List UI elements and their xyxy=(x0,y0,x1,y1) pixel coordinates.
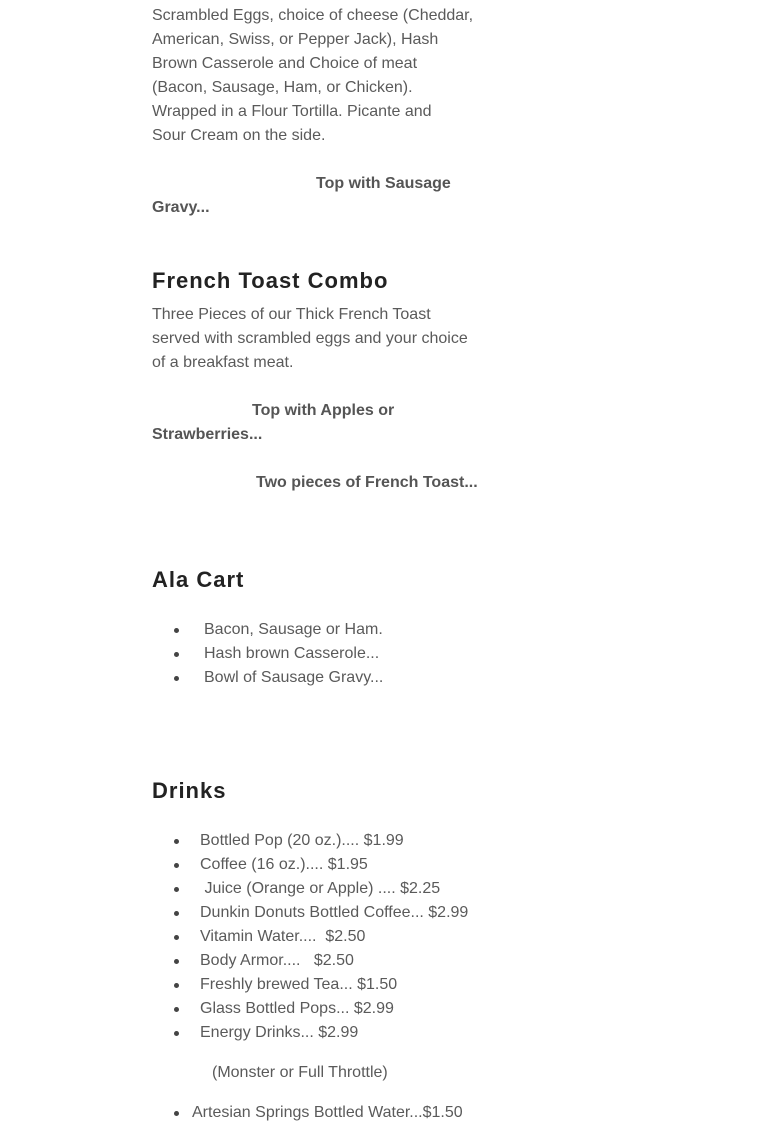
bullet-icon xyxy=(174,652,179,657)
list-item xyxy=(152,925,552,949)
list-item xyxy=(152,973,552,997)
list-item xyxy=(152,829,552,853)
drinks-title: Drinks xyxy=(152,778,227,803)
ala-cart-item: Bowl of Sausage Gravy... xyxy=(204,669,384,686)
french-toast-desc-line: served with scrambled eggs and your choice xyxy=(152,330,468,347)
list-item xyxy=(152,642,492,666)
list-item xyxy=(152,901,552,925)
energy-drink-note: (Monster or Full Throttle) xyxy=(212,1064,388,1081)
ala-cart-item: Bacon, Sausage or Ham. xyxy=(204,621,383,638)
burrito-desc-line: Brown Casserole and Choice of meat xyxy=(152,55,418,72)
list-item xyxy=(152,997,552,1021)
french-toast-desc-line: Three Pieces of our Thick French Toast xyxy=(152,306,431,323)
two-pieces-french-toast: Two pieces of French Toast... xyxy=(256,474,478,491)
bullet-icon xyxy=(174,1111,179,1116)
french-toast-topping-line2: Strawberries... xyxy=(152,426,263,443)
drink-item: Glass Bottled Pops... $2.99 xyxy=(200,1000,394,1017)
water-list xyxy=(152,1101,552,1125)
ala-cart-title: Ala Cart xyxy=(152,567,245,592)
drink-item: Coffee (16 oz.).... $1.95 xyxy=(200,856,368,873)
bullet-icon xyxy=(174,1031,179,1036)
bullet-icon xyxy=(174,628,179,633)
drink-item: Dunkin Donuts Bottled Coffee... $2.99 xyxy=(200,904,469,921)
ala-cart-list xyxy=(152,618,492,690)
ala-cart-item: Hash brown Casserole... xyxy=(204,645,380,662)
list-item xyxy=(152,1101,552,1125)
bullet-icon xyxy=(174,911,179,916)
bullet-icon xyxy=(174,1007,179,1012)
bullet-icon xyxy=(174,935,179,940)
drink-item: Energy Drinks... $2.99 xyxy=(200,1024,359,1041)
drink-item: Vitamin Water.... $2.50 xyxy=(200,928,366,945)
burrito-desc-line: Scrambled Eggs, choice of cheese (Cheddar, xyxy=(152,7,474,24)
bullet-icon xyxy=(174,887,179,892)
bullet-icon xyxy=(174,983,179,988)
burrito-section xyxy=(152,4,492,148)
bullet-icon xyxy=(174,839,179,844)
french-toast-title: French Toast Combo xyxy=(152,268,389,293)
drink-item: Juice (Orange or Apple) .... $2.25 xyxy=(200,880,441,897)
drink-item: Body Armor.... $2.50 xyxy=(200,952,354,969)
burrito-desc-line: Sour Cream on the side. xyxy=(152,127,326,144)
bullet-icon xyxy=(174,676,179,681)
burrito-topping-line1: Top with Sausage xyxy=(316,175,451,192)
french-toast-topping-line1: Top with Apples or xyxy=(252,402,395,419)
drinks-list xyxy=(152,829,552,1045)
list-item xyxy=(152,853,552,877)
burrito-topping-line2: Gravy... xyxy=(152,199,210,216)
french-toast-desc xyxy=(152,303,492,375)
list-item xyxy=(152,877,552,901)
french-toast-desc-line: of a breakfast meat. xyxy=(152,354,294,371)
water-item: Artesian Springs Bottled Water...$1.50 xyxy=(192,1104,463,1121)
list-item xyxy=(152,618,492,642)
burrito-desc-line: American, Swiss, or Pepper Jack), Hash xyxy=(152,31,439,48)
burrito-desc-line: (Bacon, Sausage, Ham, or Chicken). xyxy=(152,79,413,96)
bullet-icon xyxy=(174,959,179,964)
drink-item: Freshly brewed Tea... $1.50 xyxy=(200,976,398,993)
bullet-icon xyxy=(174,863,179,868)
list-item xyxy=(152,1021,552,1045)
list-item xyxy=(152,949,552,973)
burrito-desc-line: Wrapped in a Flour Tortilla. Picante and xyxy=(152,103,432,120)
list-item xyxy=(152,666,492,690)
drink-item: Bottled Pop (20 oz.).... $1.99 xyxy=(200,832,404,849)
